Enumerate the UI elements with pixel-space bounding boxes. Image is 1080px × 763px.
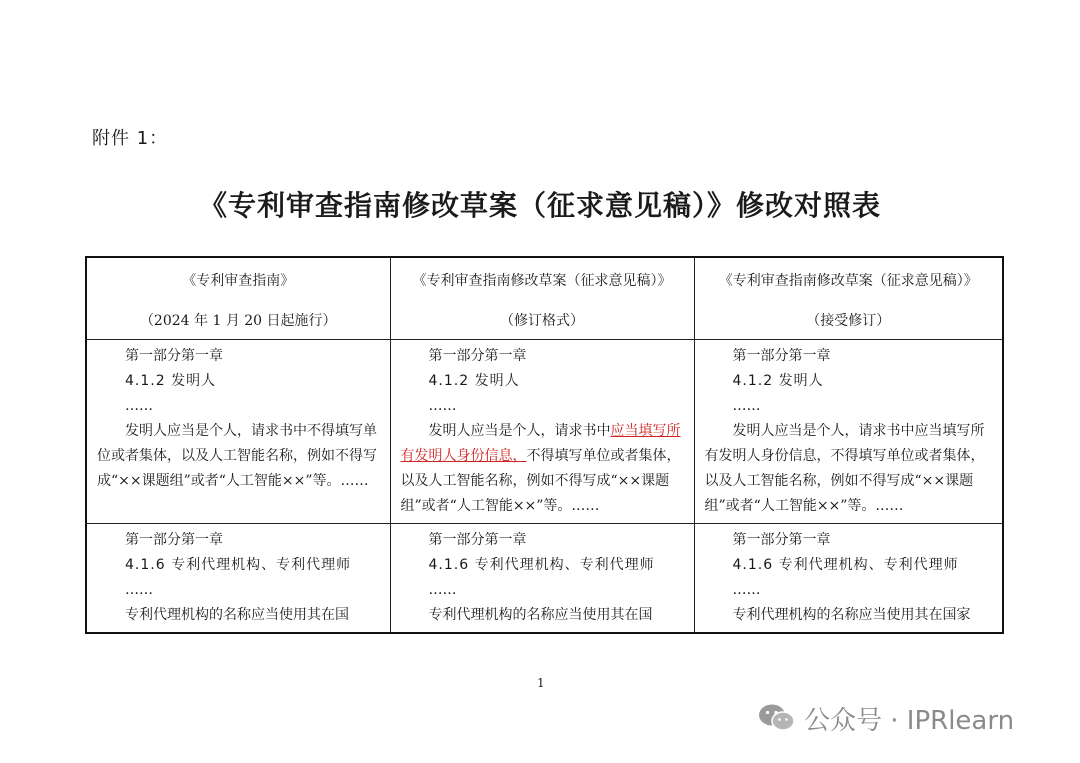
table-cell-original (86, 524, 390, 634)
ellipsis: …… (428, 398, 457, 414)
watermark-text: 公众号 · IPRlearn (804, 705, 1015, 736)
section-subheading: 4.1.6 专利代理机构、专利代理师 (428, 557, 655, 573)
table-cell-tracked (390, 524, 694, 634)
ellipsis: …… (732, 582, 761, 598)
table-row (86, 340, 1003, 524)
text-before: 发明人应当是个人，请求书中 (428, 423, 611, 439)
table-cell-original (86, 340, 390, 524)
column-header-original (86, 257, 390, 340)
comparison-table (85, 256, 1004, 634)
cell-text: 发明人应当是个人，请求书中应当填写所有发明人身份信息，不得填写单位或者集体，以及人工智能名称，例如不得写成“××课题组”或者“人工智能××”等。…… (704, 423, 985, 514)
column-header-tracked (390, 257, 694, 340)
watermark (758, 700, 1014, 736)
section-subheading: 4.1.2 发明人 (428, 373, 520, 389)
section-heading: 第一部分第一章 (125, 348, 223, 364)
column-header-subtitle: （修订格式） (500, 313, 584, 329)
section-subheading: 4.1.6 专利代理机构、专利代理师 (125, 557, 352, 573)
section-heading: 第一部分第一章 (732, 532, 831, 548)
ellipsis: …… (125, 398, 153, 414)
table-cell-accepted (694, 340, 1003, 524)
cell-text: 发明人应当是个人，请求书中不得填写单位或者集体，以及人工智能名称，例如不得写成“××课题组”或者“人工智能××”等。…… (97, 423, 377, 489)
wechat-icon (758, 703, 796, 733)
document-title: 《专利审查指南修改草案（征求意见稿）》修改对照表 (198, 189, 881, 222)
section-subheading: 4.1.6 专利代理机构、专利代理师 (732, 557, 959, 573)
section-subheading: 4.1.2 发明人 (125, 373, 217, 389)
cell-text: 专利代理机构的名称应当使用其在国家 (732, 607, 971, 623)
ellipsis: …… (732, 398, 761, 414)
column-header-subtitle: （接受修订） (806, 313, 891, 329)
cell-text: 专利代理机构的名称应当使用其在国 (428, 607, 653, 623)
page-number: 1 (537, 676, 545, 690)
column-header-title: 《专利审查指南》 (182, 273, 295, 289)
table-cell-accepted (694, 524, 1003, 634)
column-header-title: 《专利审查指南修改草案（征求意见稿）》 (412, 273, 672, 289)
ellipsis: …… (428, 582, 457, 598)
section-heading: 第一部分第一章 (428, 532, 527, 548)
text-after: 不得填写单位或者集体，以及人工智能名称，例如不得写成“××课题组”或者“人工智能××”等。…… (400, 448, 681, 514)
cell-text: 专利代理机构的名称应当使用其在国 (125, 607, 349, 623)
ellipsis: …… (125, 582, 153, 598)
table-header-row (86, 257, 1003, 340)
column-header-accepted (694, 257, 1003, 340)
section-heading: 第一部分第一章 (428, 348, 527, 364)
column-header-title: 《专利审查指南修改草案（征求意见稿）》 (718, 273, 978, 289)
section-subheading: 4.1.2 发明人 (732, 373, 824, 389)
section-heading: 第一部分第一章 (732, 348, 831, 364)
column-header-subtitle: （2024 年 1 月 20 日起施行） (139, 313, 337, 329)
table-row (86, 524, 1003, 634)
table-cell-tracked (390, 340, 694, 524)
attachment-label: 附件 1： (92, 128, 169, 149)
cell-text (401, 419, 686, 519)
section-heading: 第一部分第一章 (125, 532, 223, 548)
inserted-text: 应当填写所有发明人身份信息， (400, 423, 681, 464)
